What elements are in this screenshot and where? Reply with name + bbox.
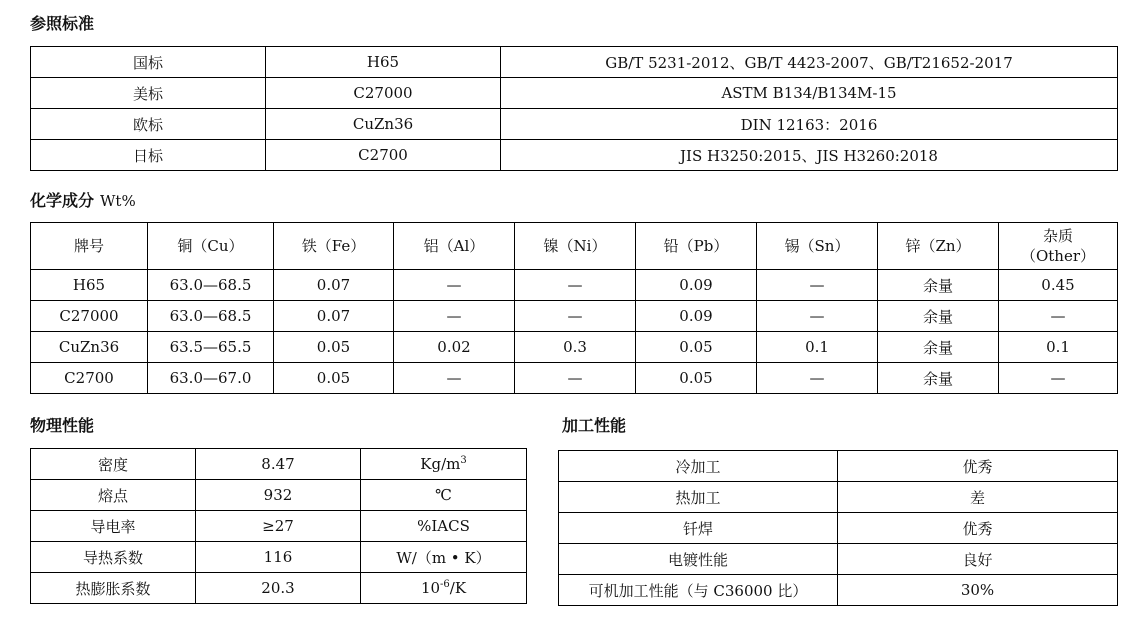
table-cell: 余量 <box>878 332 999 363</box>
property-unit-cell <box>361 449 527 480</box>
table-row <box>31 511 527 542</box>
chemistry-unit: Wt% <box>100 192 136 210</box>
std-spec-cell: JIS H3250:2015、JIS H3260:2018 <box>501 140 1118 171</box>
column-header: 铅（Pb） <box>636 223 757 270</box>
table-cell: CuZn36 <box>31 332 148 363</box>
table-cell: — <box>394 301 515 332</box>
unit-main: 10 <box>420 579 441 597</box>
chemistry-heading <box>30 188 136 211</box>
table-cell: — <box>757 270 878 301</box>
unit-tail: /K <box>449 579 467 597</box>
table-row <box>31 542 527 573</box>
table-row <box>31 78 1118 109</box>
table-cell: 余量 <box>878 270 999 301</box>
table-row <box>31 480 527 511</box>
table-cell: 0.05 <box>636 332 757 363</box>
column-header: 铁（Fe） <box>274 223 394 270</box>
table-cell: — <box>394 363 515 394</box>
property-name-cell: 导电率 <box>31 511 196 542</box>
table-cell: H65 <box>31 270 148 301</box>
table-cell: — <box>757 363 878 394</box>
process-value-cell: 优秀 <box>838 513 1118 544</box>
std-grade-cell: C27000 <box>266 78 501 109</box>
column-header-impurity <box>999 223 1118 270</box>
property-value-cell: 8.47 <box>196 449 361 480</box>
chemistry-title: 化学成分 <box>30 191 95 210</box>
table-row <box>31 47 1118 78</box>
standards-table <box>30 46 1118 171</box>
property-value-cell: 932 <box>196 480 361 511</box>
process-name-cell: 冷加工 <box>559 451 838 482</box>
table-row <box>31 573 527 604</box>
table-cell: 0.45 <box>999 270 1118 301</box>
unit-main: Kg/m <box>420 455 461 473</box>
table-row <box>559 575 1118 606</box>
column-header: 镍（Ni） <box>515 223 636 270</box>
process-value-cell: 良好 <box>838 544 1118 575</box>
std-type-cell: 国标 <box>31 47 266 78</box>
table-cell: 0.1 <box>757 332 878 363</box>
process-value-cell: 差 <box>838 482 1118 513</box>
property-unit-cell <box>361 542 527 573</box>
std-grade-cell: H65 <box>266 47 501 78</box>
property-name-cell: 密度 <box>31 449 196 480</box>
impurity-header-line2: （Other） <box>1020 247 1096 265</box>
table-cell: 0.07 <box>274 301 394 332</box>
table-row <box>31 332 1118 363</box>
unit-main: ℃ <box>435 486 452 504</box>
property-name-cell: 熔点 <box>31 480 196 511</box>
process-name-cell: 热加工 <box>559 482 838 513</box>
std-spec-cell: ASTM B134/B134M-15 <box>501 78 1118 109</box>
processing-heading: 加工性能 <box>562 416 627 435</box>
table-row <box>559 451 1118 482</box>
table-cell: — <box>515 270 636 301</box>
table-cell: — <box>999 301 1118 332</box>
table-cell: 0.05 <box>274 363 394 394</box>
table-row <box>31 301 1118 332</box>
table-row <box>31 363 1118 394</box>
table-row <box>559 544 1118 575</box>
column-header: 铝（Al） <box>394 223 515 270</box>
process-name-cell: 钎焊 <box>559 513 838 544</box>
table-cell: — <box>999 363 1118 394</box>
unit-main: W/（m • K） <box>396 548 491 567</box>
chemistry-table <box>30 222 1118 394</box>
table-cell: — <box>515 301 636 332</box>
std-spec-cell: DIN 12163：2016 <box>501 109 1118 140</box>
process-value-cell: 30% <box>838 575 1118 606</box>
table-cell: C27000 <box>31 301 148 332</box>
table-row <box>31 449 527 480</box>
table-row <box>31 109 1118 140</box>
table-cell: 0.02 <box>394 332 515 363</box>
physical-table <box>30 448 527 604</box>
column-header: 锌（Zn） <box>878 223 999 270</box>
table-cell: C2700 <box>31 363 148 394</box>
table-cell: 0.09 <box>636 270 757 301</box>
property-unit-cell <box>361 480 527 511</box>
property-value-cell: 20.3 <box>196 573 361 604</box>
unit-superscript: -6 <box>440 579 450 590</box>
std-grade-cell: C2700 <box>266 140 501 171</box>
process-value-cell: 优秀 <box>838 451 1118 482</box>
table-cell: — <box>757 301 878 332</box>
std-spec-cell: GB/T 5231-2012、GB/T 4423-2007、GB/T21652-2017 <box>501 47 1118 78</box>
processing-table <box>558 450 1118 606</box>
std-type-cell: 日标 <box>31 140 266 171</box>
unit-main: %IACS <box>417 517 470 535</box>
unit-superscript: 3 <box>460 455 467 466</box>
property-unit-cell <box>361 511 527 542</box>
column-header: 牌号 <box>31 223 148 270</box>
std-type-cell: 欧标 <box>31 109 266 140</box>
chemistry-header-row <box>31 223 1118 270</box>
table-cell: 63.0—68.5 <box>148 301 274 332</box>
column-header: 铜（Cu） <box>148 223 274 270</box>
property-name-cell: 热膨胀系数 <box>31 573 196 604</box>
property-unit-cell <box>361 573 527 604</box>
table-row <box>31 140 1118 171</box>
std-type-cell: 美标 <box>31 78 266 109</box>
process-name-cell: 电镀性能 <box>559 544 838 575</box>
physical-heading: 物理性能 <box>30 416 95 435</box>
table-cell: 63.5—65.5 <box>148 332 274 363</box>
property-name-cell: 导热系数 <box>31 542 196 573</box>
standards-heading: 参照标准 <box>30 14 95 33</box>
std-grade-cell: CuZn36 <box>266 109 501 140</box>
table-cell: — <box>394 270 515 301</box>
table-cell: 0.05 <box>636 363 757 394</box>
impurity-header-line1: 杂质 <box>1042 227 1073 245</box>
process-name-cell: 可机加工性能（与 C36000 比） <box>559 575 838 606</box>
table-row <box>31 270 1118 301</box>
column-header: 锡（Sn） <box>757 223 878 270</box>
table-cell: — <box>515 363 636 394</box>
property-value-cell: 116 <box>196 542 361 573</box>
table-cell: 0.3 <box>515 332 636 363</box>
table-cell: 余量 <box>878 301 999 332</box>
table-cell: 63.0—68.5 <box>148 270 274 301</box>
property-value-cell: ≥27 <box>196 511 361 542</box>
table-cell: 0.09 <box>636 301 757 332</box>
table-cell: 0.07 <box>274 270 394 301</box>
table-row <box>559 513 1118 544</box>
table-cell: 0.1 <box>999 332 1118 363</box>
table-cell: 63.0—67.0 <box>148 363 274 394</box>
table-cell: 余量 <box>878 363 999 394</box>
table-cell: 0.05 <box>274 332 394 363</box>
table-row <box>559 482 1118 513</box>
